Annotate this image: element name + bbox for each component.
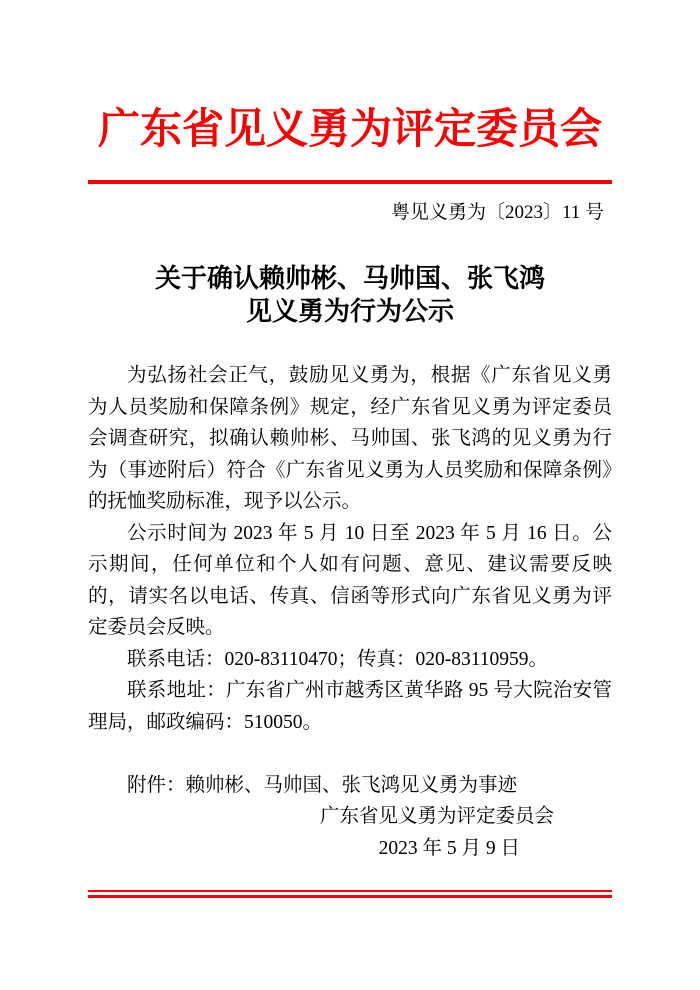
issuing-org-name: 广东省见义勇为评定委员会 [97,107,602,153]
letterhead [0,0,700,158]
document-title-line1: 关于确认赖帅彬、马帅国、张飞鸿 [154,264,545,293]
footer-double-red-rule [88,890,612,898]
body-paragraph-contact-address: 联系地址：广东省广州市越秀区黄华路 95 号大院治安管理局，邮政编码：510050。 [88,680,612,733]
body-paragraph-publicity-period: 公示时间为 2023 年 5 月 10 日至 2023 年 5 月 16 日。公示期间，任何单位和个人如有问题、意见、建议需要反映的，请实名以电话、传真、信函等形式向广东省见义勇为评定委员会反映。 [88,522,612,638]
letterhead-red-rule [88,180,612,184]
body-paragraph-intro: 为弘扬社会正气，鼓励见义勇为，根据《广东省见义勇为人员奖励和保障条例》规定，经广东省见义勇为评定委员会调查研究，拟确认赖帅彬、马帅国、张飞鸿的见义勇为行为（事迹附后）符合《广东省见义勇为人员奖励和保障条例》的抚恤奖励标准，现予以公示。 [88,365,612,512]
attachment-note: 附件：赖帅彬、马帅国、张飞鸿见义勇为事迹 [127,774,518,796]
document-number: 粤见义勇为〔2023〕11 号 [390,202,604,223]
signature-date: 2023 年 5 月 9 日 [378,837,520,859]
body-paragraph-contact-phone: 联系电话：020-83110470；传真：020-83110959。 [127,648,549,670]
document-body [88,360,612,738]
signature-organization: 广东省见义勇为评定委员会 [319,806,554,827]
document-title-line2: 见义勇为行为公示 [245,297,454,326]
document-title [88,262,612,328]
